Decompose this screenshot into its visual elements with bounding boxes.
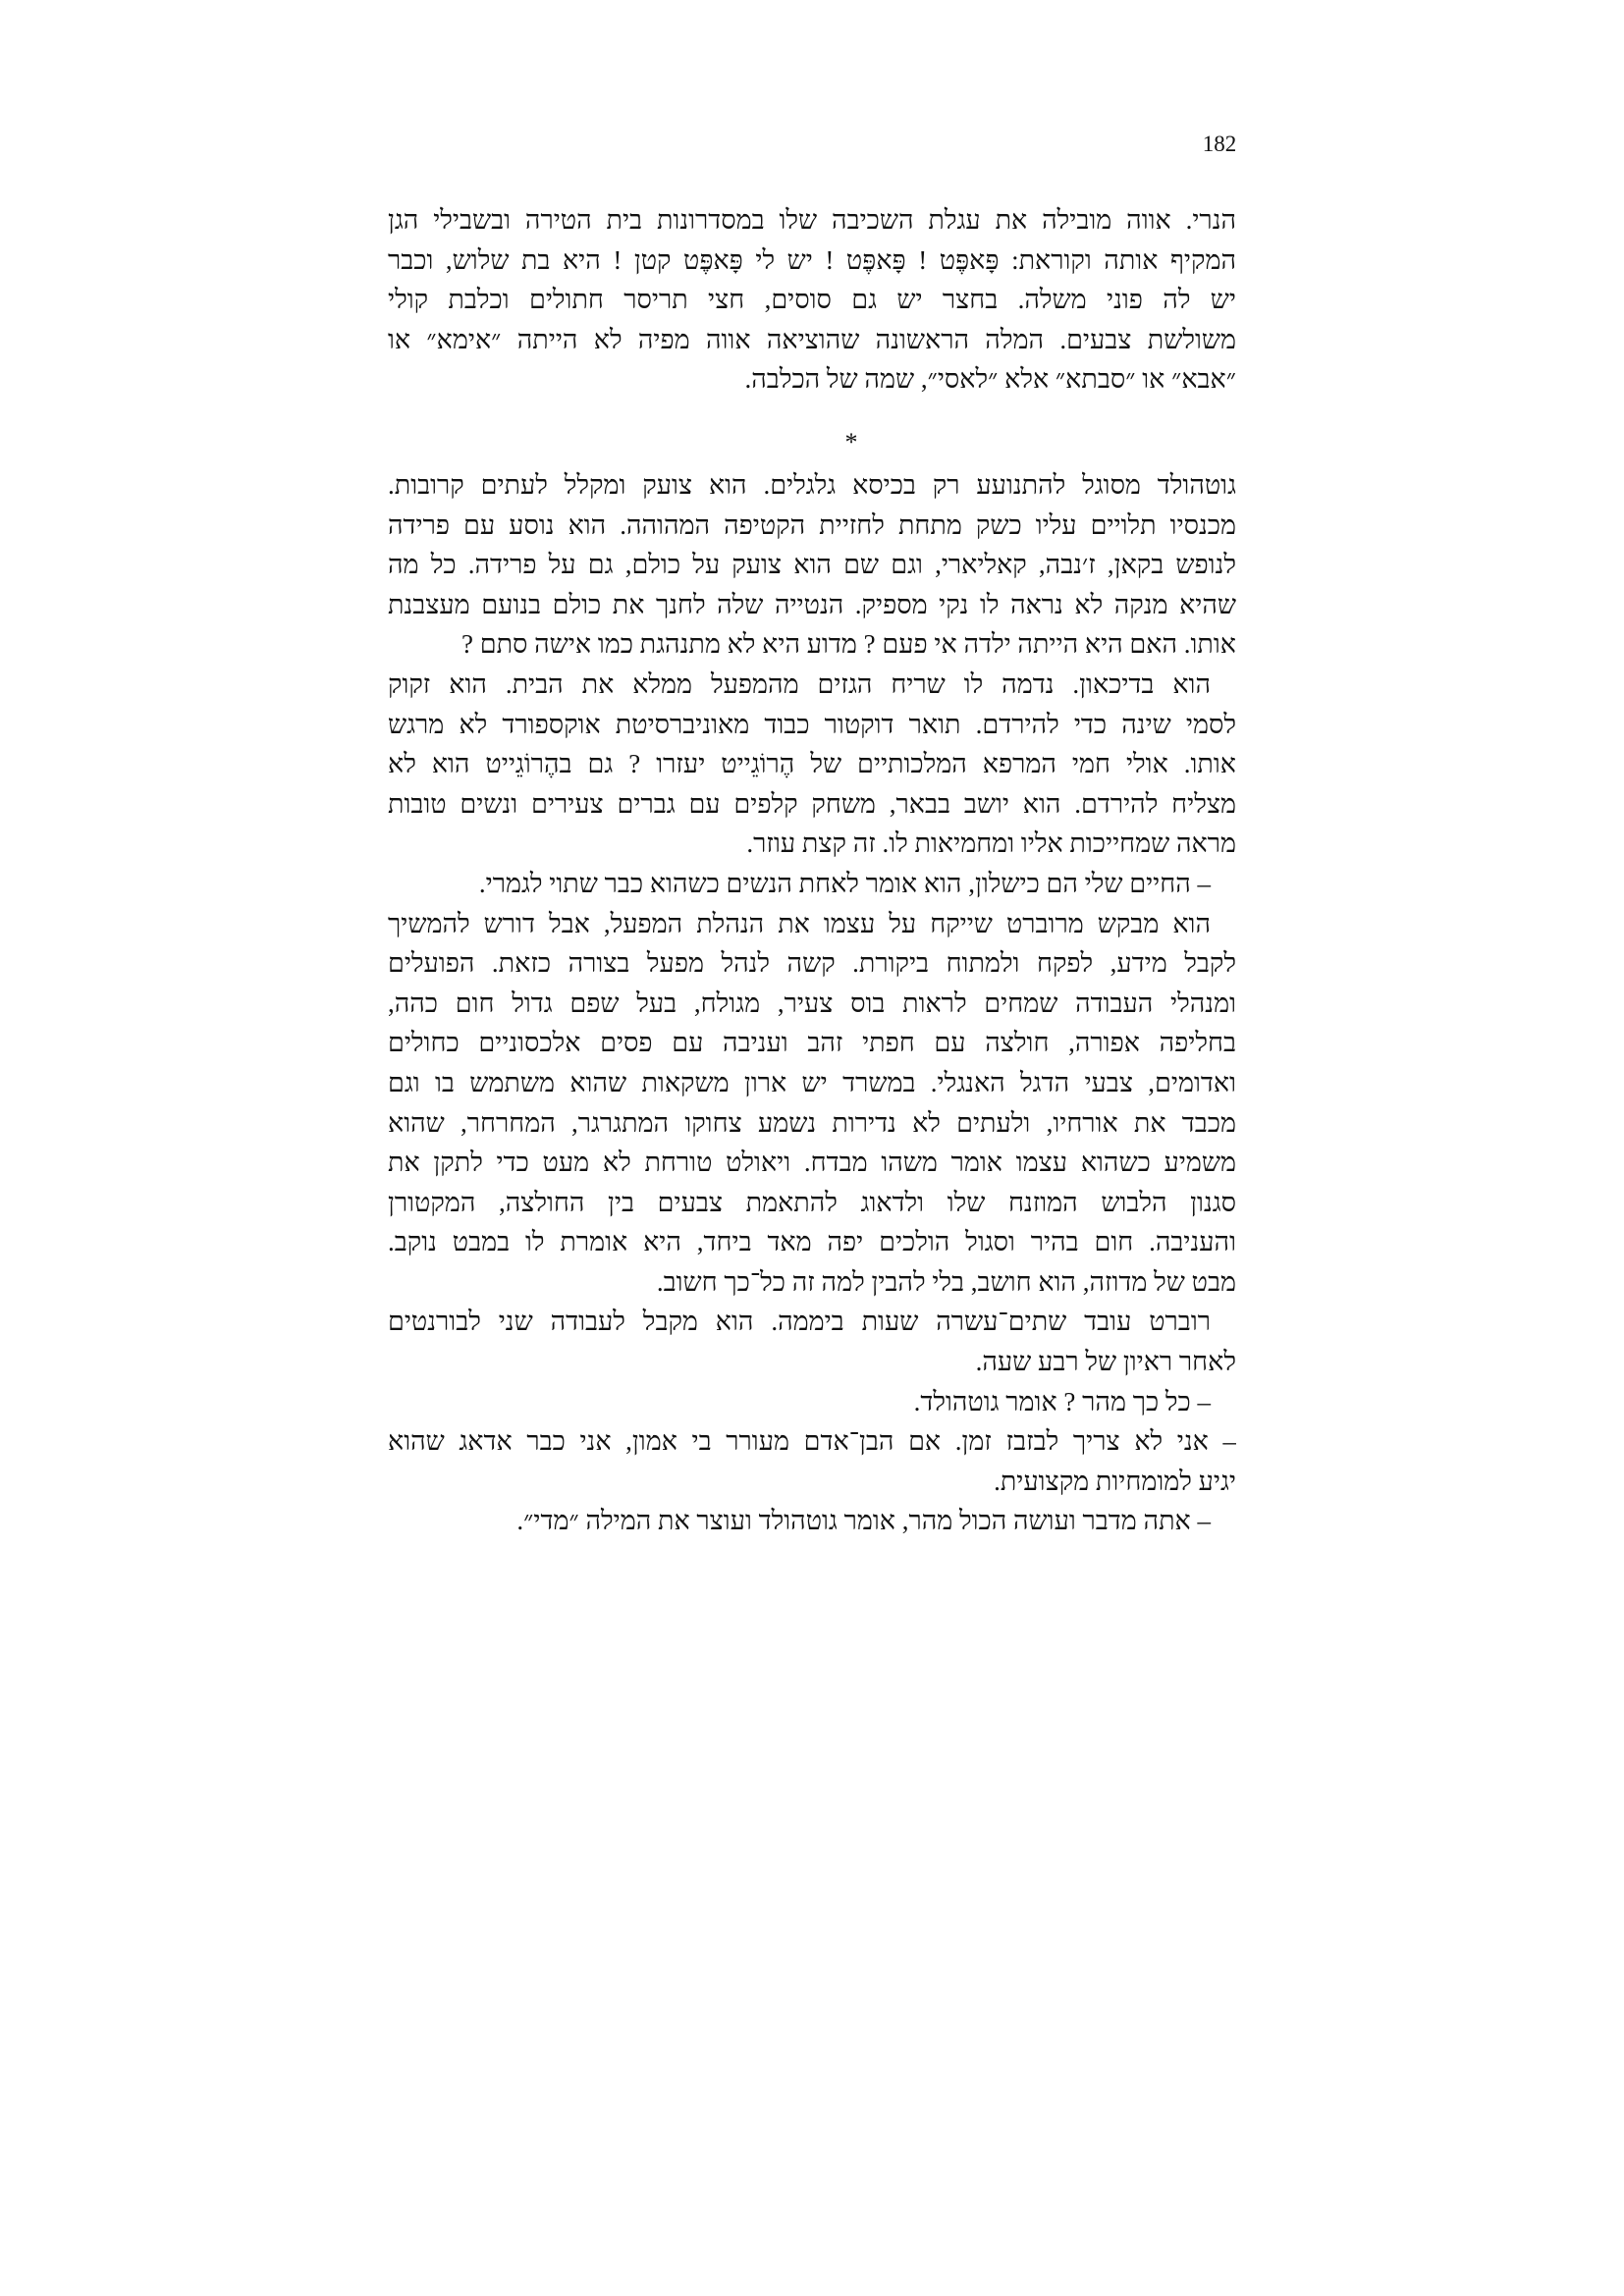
text-line: לסמי שינה כדי להירדם. תואר דוקטור כבוד מאוניברסיטת אוקספורד לא מרגש xyxy=(388,709,1236,739)
section-separator-asterisk: * xyxy=(844,428,858,456)
text-line: משולשת צבעים. המלה הראשונה שהוציאה אווה מפיה לא הייתה ״אימא״ או xyxy=(388,324,1236,354)
text-line: סגנון הלבוש המוזנח שלו ולדאוג להתאמת צבעים בין החולצה, המקטורן xyxy=(388,1187,1236,1217)
text-line: מראה שמחייכות אליו ומחמיאות לו. זה קצת עוזר. xyxy=(746,828,1236,859)
text-line: מכנסיו תלויים עליו כשק מתחת לחזיית הקטיפה המהוהה. הוא נוסע עם פרידה xyxy=(388,509,1236,540)
text-line: ״אבא״ או ״סבתא״ אלא ״לאסי״, שמה של הכלבה. xyxy=(744,364,1236,395)
text-line: ומנהלי העבודה שמחים לראות בוס צעיר, מגולח, בעל שפם גדול חום כהה, xyxy=(388,988,1236,1018)
text-line: אותו. האם היא הייתה ילדה אי פעם ? מדוע היא לא מתנהגת כמו אישה סתם ? xyxy=(460,629,1236,660)
text-line: גוטהולד מסוגל להתנועע רק בכיסא גלגלים. הוא צועק ומקלל לעתים קרובות. xyxy=(388,470,1236,500)
text-line: מצליח להירדם. הוא יושב בבאר, משחק קלפים עם גברים צעירים ונשים טובות xyxy=(388,788,1236,819)
text-line: לאחר ראיון של רבע שעה. xyxy=(975,1347,1236,1377)
page-number: 182 xyxy=(1202,132,1237,156)
text-line: לקבל מידע, לפקח ולמתוח ביקורת. קשה לנהל מפעל בצורה כזאת. הפועלים xyxy=(388,948,1236,979)
text-line: יגיע למומחיות מקצועית. xyxy=(994,1466,1236,1496)
text-line: – החיים שלי הם כישלון, הוא אומר לאחת הנשים כשהוא כבר שתוי לגמרי. xyxy=(478,868,1211,898)
text-line: הוא בדיכאון. נדמה לו שריח הגזים מהמפעל ממלא את הבית. הוא זקוק xyxy=(388,668,1211,699)
text-line: ואדומים, צבעי הדגל האנגלי. במשרד יש ארון משקאות שהוא משתמש בו וגם xyxy=(388,1067,1236,1097)
text-line: מבט של מדוזה, הוא חושב, בלי להבין למה זה כל־כך חשוב. xyxy=(656,1266,1236,1297)
text-line: – אני לא צריך לבזבז זמן. אם הבן־אדם מעורר בי אמון, אני כבר אדאג שהוא xyxy=(388,1426,1236,1457)
text-line: המקיף אותה וקוראת: פָּאפֶּט ! פָּאפֶּט ! יש לי פָּאפֶּט קטן ! היא בת שלוש, וכבר xyxy=(388,244,1236,275)
text-line: שהיא מנקה לא נראה לו נקי מספיק. הנטייה שלה לחנך את כולם בנועם מעצבנת xyxy=(388,589,1236,619)
paragraph-block-2 xyxy=(388,465,1236,1541)
text-line: והעניבה. חום בהיר וסגול הולכים יפה מאד ביחד, היא אומרת לו במבט נוקב. xyxy=(388,1227,1236,1257)
text-line: הוא מבקש מרוברט שייקח על עצמו את הנהלת המפעל, אבל דורש להמשיך xyxy=(388,908,1211,938)
text-line: מכבד את אורחיו, ולעתים לא נדירות נשמע צחוקו המתגרגר, המחרחר, שהוא xyxy=(388,1107,1236,1138)
text-line: משמיע כשהוא עצמו אומר משהו מבדח. ויאולט טורחת לא מעט כדי לתקן את xyxy=(388,1148,1236,1178)
text-line: אותו. אולי חמי המרפא המלכותיים של הֶרוֹגֵייט יעזרו ? גם בהֶרוֹגֵייט הוא לא xyxy=(388,749,1236,779)
paragraph-block-1 xyxy=(388,200,1236,400)
text-line: הנרי. אווה מובילה את עגלת השכיבה שלו במסדרונות בית הטירה ובשבילי הגן xyxy=(388,205,1236,235)
text-line: – אתה מדבר ועושה הכול מהר, אומר גוטהולד ועוצר את המילה ״מדי״. xyxy=(516,1506,1211,1536)
text-line: בחליפה אפורה, חולצה עם חפתי זהב ועניבה עם פסים אלכסוניים כחולים xyxy=(388,1028,1236,1058)
text-line: – כל כך מהר ? אומר גוטהולד. xyxy=(913,1386,1211,1416)
text-line: רוברט עובד שתים־עשרה שעות ביממה. הוא מקבל לעבודה שני לבורנטים xyxy=(388,1307,1211,1337)
text-line: לנופש בקאן, ז׳נבה, קאליארי, וגם שם הוא צועק על כולם, גם על פרידה. כל מה xyxy=(388,550,1236,580)
text-line: יש לה פוני משלה. בחצר יש גם סוסים, חצי תריסר חתולים וכלבת קולי xyxy=(388,285,1236,315)
